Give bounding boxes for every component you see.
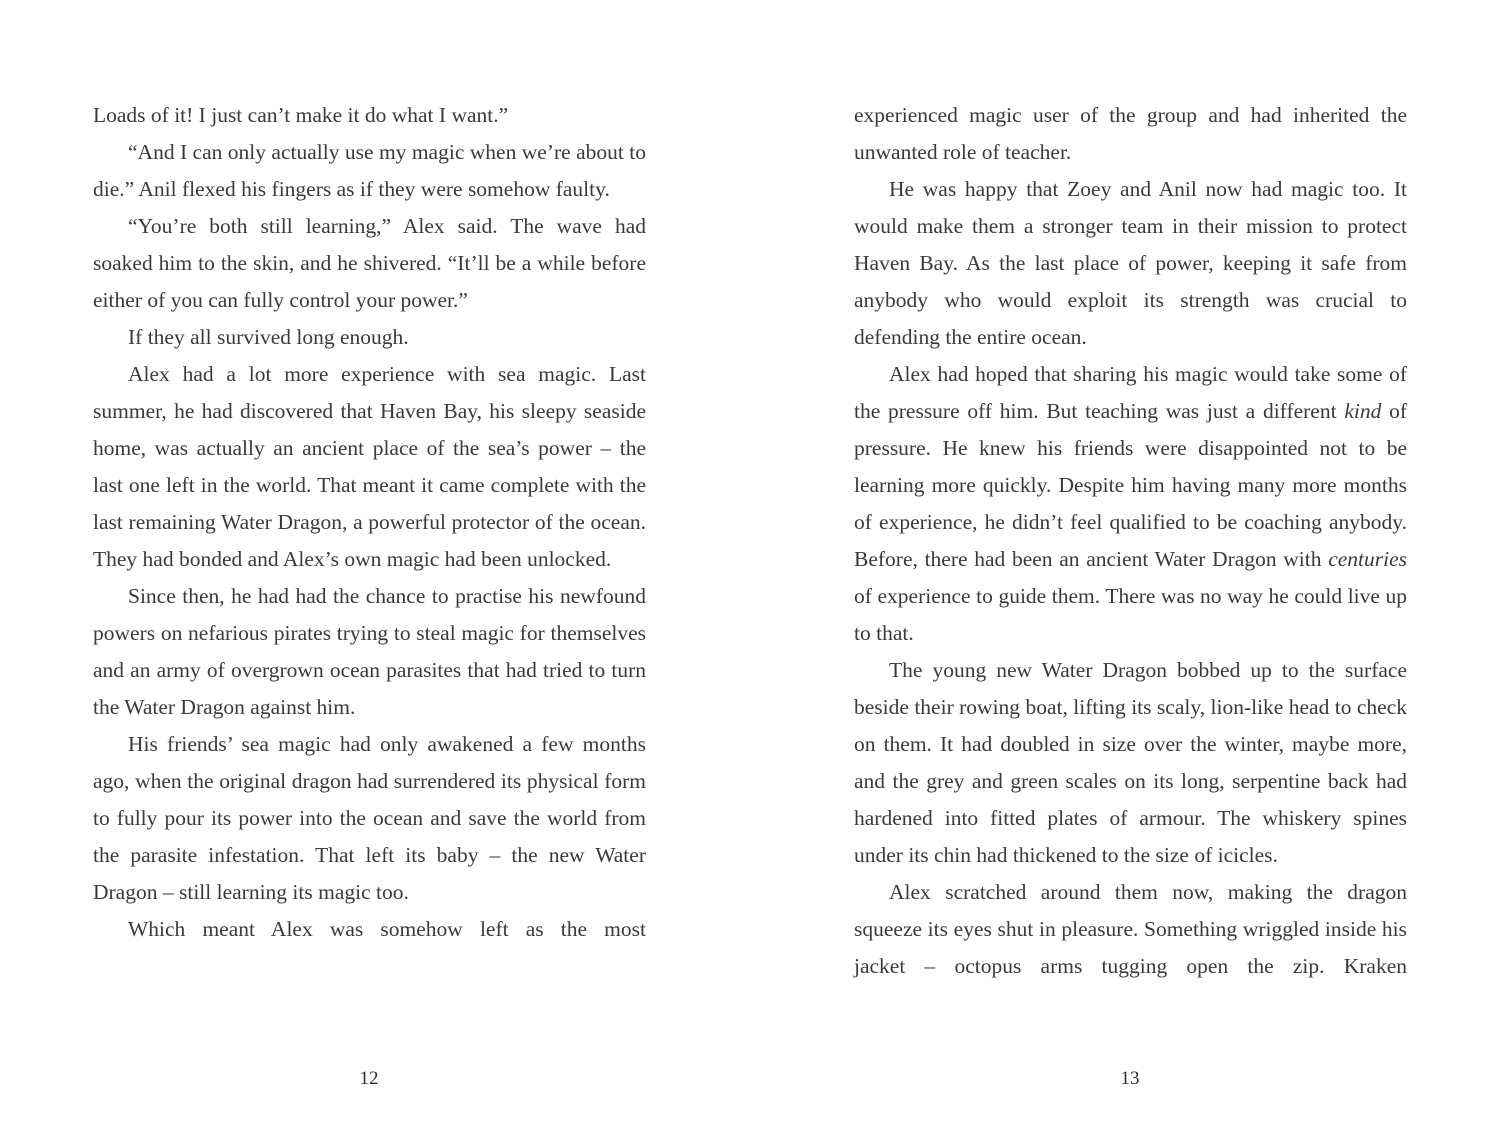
left-page bbox=[93, 97, 646, 948]
paragraph: If they all survived long enough. bbox=[128, 325, 409, 349]
paragraph: He was happy that Zoey and Anil now had magic too. It would make them a stronger team in their mission to protect Haven Bay. As the last place of power, keeping it safe from anybody who would exploit its strength was crucial to defending the entire ocean. bbox=[854, 177, 1407, 349]
right-page bbox=[854, 97, 1407, 985]
emphasis-text: kind bbox=[1344, 399, 1382, 423]
paragraph: Since then, he had had the chance to practise his newfound powers on nefarious pirates trying to steal magic for themselves and an army of overgrown ocean parasites that had tried to turn the Water Dragon against him. bbox=[93, 584, 646, 719]
paragraph: Alex scratched around them now, making the dragon squeeze its eyes shut in pleasure. Something wriggled inside his jacket – octopus arms tugging open the zip. Kraken bbox=[854, 880, 1407, 978]
paragraph: His friends’ sea magic had only awakened a few months ago, when the original dragon had surrendered its physical form to fully pour its power into the ocean and save the world from the parasite infestation. That left its baby – the new Water Dragon – still learning its magic too. bbox=[93, 732, 646, 904]
paragraph: The young new Water Dragon bobbed up to the surface beside their rowing boat, lifting its scaly, lion-like head to check on them. It had doubled in size over the winter, maybe more, and the grey and green scales on its long, serpentine back had hardened into fitted plates of armour. The whiskery spines under its chin had thickened to the size of icicles. bbox=[854, 658, 1407, 867]
paragraph-text: Alex had hoped that sharing his magic would take some of the pressure off him. But teaching was just a different bbox=[854, 362, 1407, 423]
paragraph: Which meant Alex was somehow left as the most bbox=[128, 917, 646, 941]
emphasis-text: centuries bbox=[1328, 547, 1407, 571]
paragraph: “You’re both still learning,” Alex said. The wave had soaked him to the skin, and he shivered. “It’ll be a while before either of you can fully control your power.” bbox=[93, 214, 646, 312]
paragraph-text: of experience to guide them. There was no way he could live up to that. bbox=[854, 584, 1407, 645]
paragraph: Alex had a lot more experience with sea magic. Last summer, he had discovered that Haven Bay, his sleepy seaside home, was actually an ancient place of the sea’s power – the last one left in the world. That meant it came complete with the last remaining Water Dragon, a powerful protector of the ocean. They had bonded and Alex’s own magic had been unlocked. bbox=[93, 362, 646, 571]
paragraph-text: of pressure. He knew his friends were disappointed not to be learning more quickly. Despite him having many more months of experience, he didn’t feel qualified to be coaching anybody. Before, there had been an ancient Water Dragon with bbox=[854, 399, 1407, 571]
page-number: 13 bbox=[1120, 1068, 1140, 1089]
paragraph: Loads of it! I just can’t make it do what I want.” bbox=[93, 103, 509, 127]
page-number: 12 bbox=[359, 1068, 379, 1089]
paragraph bbox=[854, 356, 1407, 652]
paragraph: experienced magic user of the group and had inherited the unwanted role of teacher. bbox=[854, 103, 1407, 164]
paragraph: “And I can only actually use my magic when we’re about to die.” Anil flexed his fingers as if they were somehow faulty. bbox=[93, 140, 646, 201]
